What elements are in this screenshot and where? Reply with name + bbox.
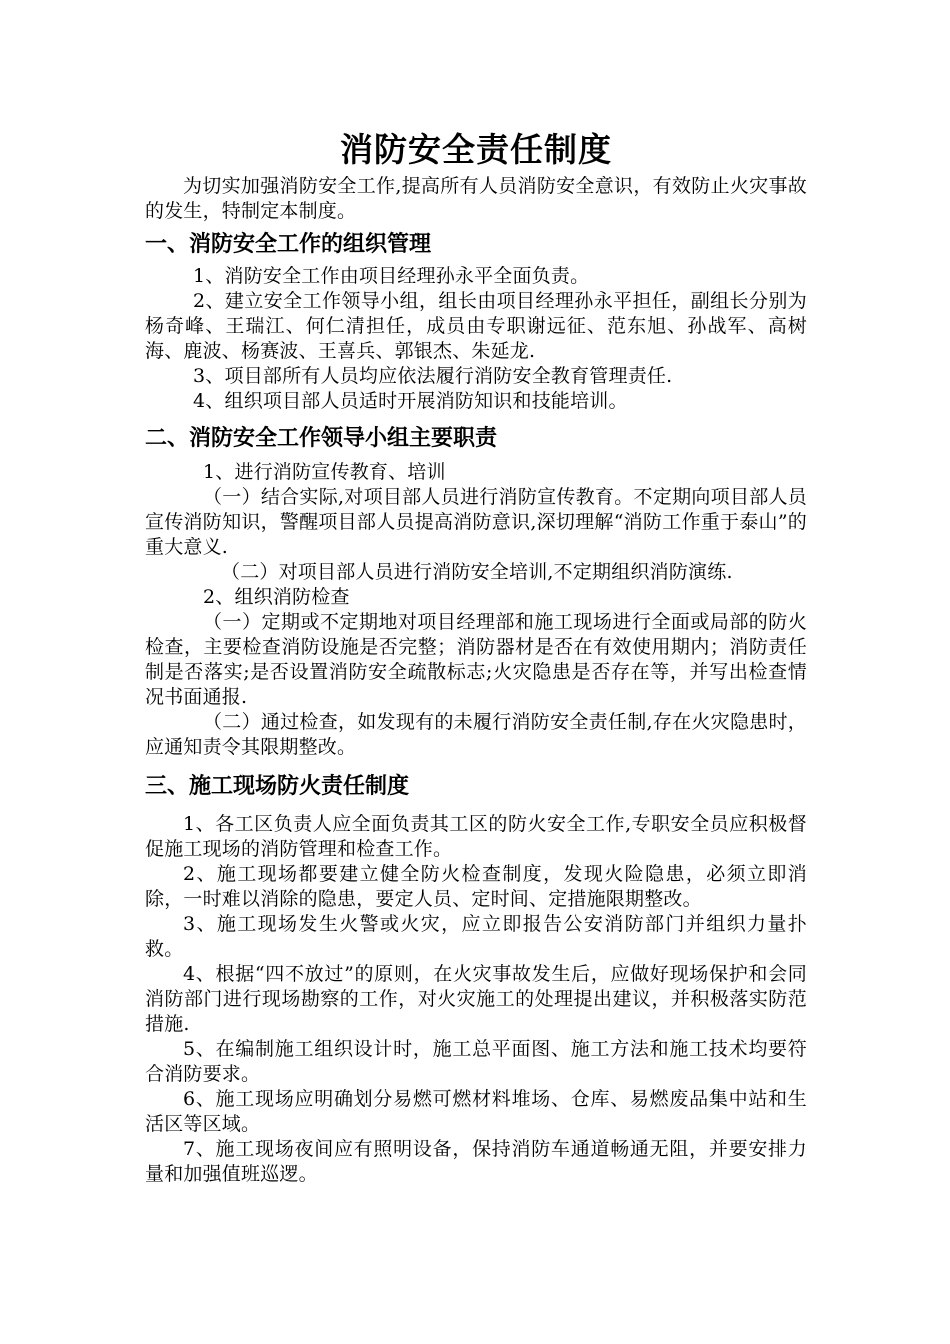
section-1-item-1: 1、消防安全工作由项目经理孙永平全面负责。	[193, 265, 590, 287]
section-heading-3: 三、施工现场防火责任制度	[145, 774, 410, 799]
section-2-subitem-2-1: （一）定期或不定期地对项目经理部和施工现场进行全面或局部的防火检查，主要检查消防设施是否完整；消防器材是否在有效使用期内；消防责任制是否落实;是否设置消防安全疏散标志;火灾隐患是否存在等，并写出检查情况书面通报.	[145, 611, 807, 708]
section-3-item-3: 3、施工现场发生火警或火灾，应立即报告公安消防部门并组织力量扑救。	[145, 913, 807, 960]
section-2-subitem-2-2: （二）通过检查，如发现有的未履行消防安全责任制,存在火灾隐患时，应通知责令其限期整改。	[145, 711, 807, 758]
section-3-item-7: 7、施工现场夜间应有照明设备，保持消防车通道畅通无阻，并要安排力量和加强值班巡逻。	[145, 1138, 807, 1185]
section-2-item-1: 1、进行消防宣传教育、培训	[203, 461, 446, 483]
section-1-item-4: 4、组织项目部人员适时开展消防知识和技能培训。	[193, 390, 628, 412]
section-3-item-5: 5、在编制施工组织设计时，施工总平面图、施工方法和施工技术均要符合消防要求。	[145, 1038, 807, 1085]
section-heading-1: 一、消防安全工作的组织管理	[145, 232, 432, 257]
section-3-item-1: 1、各工区负责人应全面负责其工区的防火安全工作,专职安全员应积极督促施工现场的消防管理和检查工作。	[145, 813, 807, 860]
document-title: 消防安全责任制度	[340, 130, 612, 169]
section-2-subitem-1-1: （一）结合实际,对项目部人员进行消防宣传教育。不定期向项目部人员宣传消防知识，警醒项目部人员提高消防意识,深切理解“消防工作重于泰山”的重大意义.	[145, 486, 807, 558]
document-page	[145, 128, 807, 1187]
section-1-item-3: 3、项目部所有人员均应依法履行消防安全教育管理责任.	[193, 365, 673, 387]
section-3-item-6: 6、施工现场应明确划分易燃可燃材料堆场、仓库、易燃废品集中站和生活区等区域。	[145, 1088, 807, 1135]
section-heading-2: 二、消防安全工作领导小组主要职责	[145, 426, 498, 451]
section-2-item-2: 2、组织消防检查	[203, 586, 350, 608]
section-1-item-2: 2、建立安全工作领导小组，组长由项目经理孙永平担任，副组长分别为杨奇峰、王瑞江、何仁清担任，成员由专职谢远征、范东旭、孙战军、高树海、鹿波、杨赛波、王喜兵、郭银杰、朱延龙.	[145, 290, 807, 362]
section-2-subitem-1-2: （二）对项目部人员进行消防安全培训,不定期组织消防演练.	[221, 561, 733, 583]
section-3-item-2: 2、施工现场都要建立健全防火检查制度，发现火险隐患，必须立即消除，一时难以消除的隐患，要定人员、定时间、定措施限期整改。	[145, 863, 807, 910]
section-3-item-4: 4、根据“四不放过”的原则，在火灾事故发生后，应做好现场保护和会同消防部门进行现场勘察的工作，对火灾施工的处理提出建议，并积极落实防范措施.	[145, 963, 807, 1035]
intro-paragraph: 为切实加强消防安全工作,提高所有人员消防安全意识，有效防止火灾事故的发生，特制定本制度。	[145, 175, 807, 222]
